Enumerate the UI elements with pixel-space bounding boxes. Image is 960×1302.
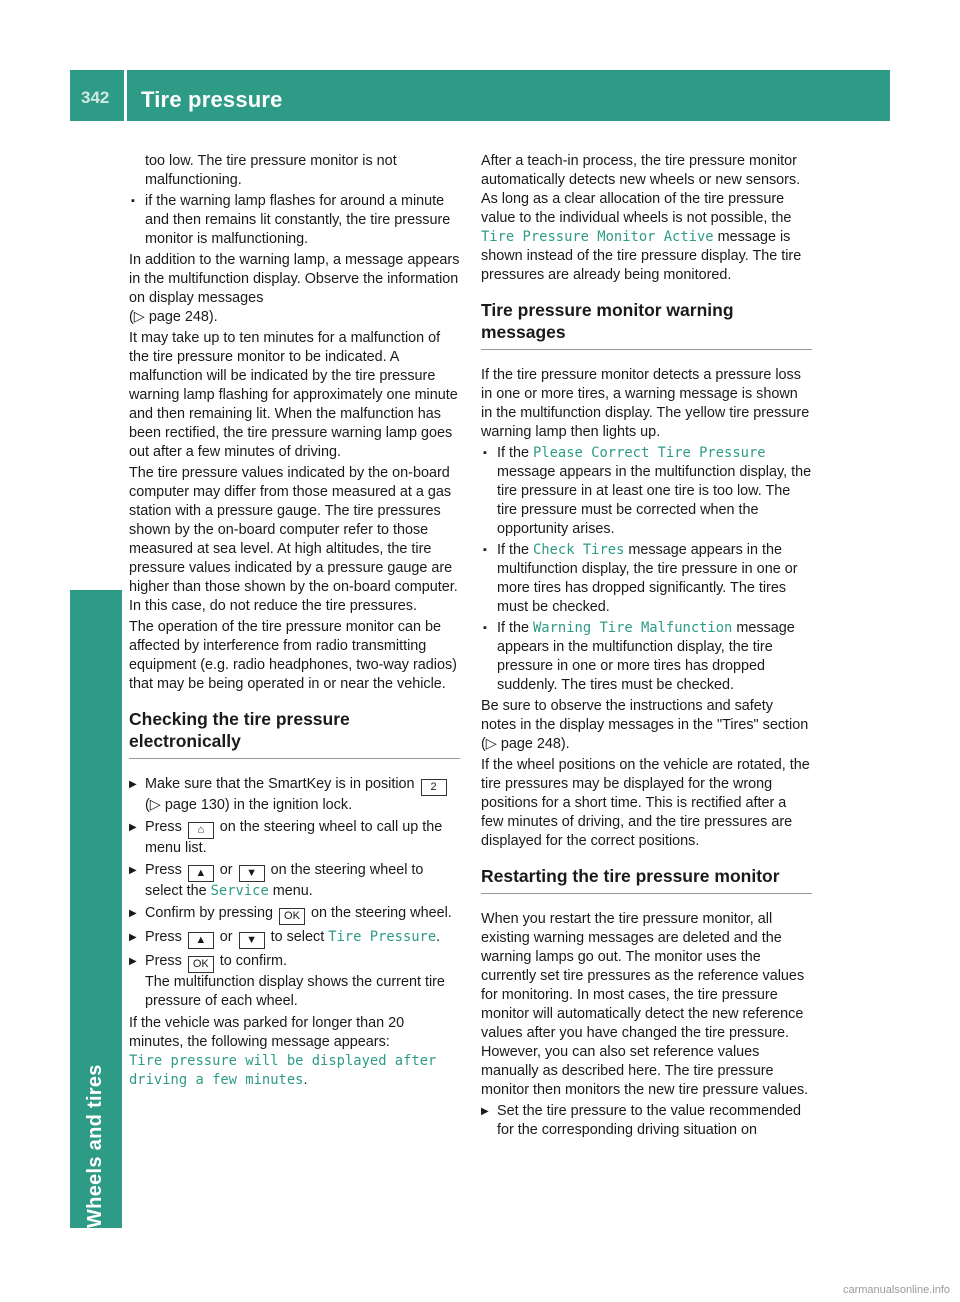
bullet-text: message appears in the multifunction display, the tire pressure in one or more tires has dropped suddenly. The tires must be checked. [497,620,795,693]
bullet-text: message appears in the multifunction display, the tire pressure in one or more tires has dropped significantly. The tires must be checked. [497,542,798,615]
bullet-text: message appears in the multifunction display, the tire pressure in at least one tire is too low. The tire pressure must be corrected when the opportunity arises. [497,464,812,537]
step-text: on the steering wheel to call up the menu list. [145,819,443,856]
display-message: Tire Pressure Monitor Active [481,229,714,245]
ok-button-icon: OK [188,956,214,973]
display-message: Please Correct Tire Pressure [533,445,766,461]
step-text: menu. [272,883,313,899]
paragraph-text: Be sure to observe the instructions and safety notes in the display messages in the "Tires" section [481,698,809,733]
step-item: ▶ Set the tire pressure to the value recommended for the corresponding driving situation on [481,1102,812,1140]
down-arrow-button-icon: ▼ [239,865,265,882]
step-text: . [436,929,441,945]
watermark: carmanualsonline.info [842,1284,950,1296]
step-text: on the steering wheel. [310,905,452,921]
section-heading: Checking the tire pressure electronically [129,709,350,751]
step-text: on the steering wheel to select the [145,862,424,899]
step-text: or [219,862,233,878]
page-number: 342 [81,88,110,107]
step-text: Press [145,929,182,945]
step-result: The multifunction display shows the current tire pressure of each wheel. [145,974,445,1009]
bullet-item: ▪ if the warning lamp flashes for around a minute and then remains lit constantly, the tire pressure monitor is malfunctioning. [129,192,460,249]
paragraph [481,697,812,754]
up-arrow-button-icon: ▲ [188,865,214,882]
down-arrow-button-icon: ▼ [239,932,265,949]
step-text: Press [145,862,182,878]
left-column [129,152,460,1092]
bullet-text: If the [497,542,529,558]
heading-rule [481,893,812,894]
paragraph [481,152,812,285]
display-message: Warning Tire Malfunction [533,620,733,636]
section-heading: Restarting the tire pressure monitor [481,866,780,886]
step-item [129,952,460,1011]
paragraph [129,251,460,327]
paragraph: The tire pressure values indicated by the on-board computer may differ from those measured at a gas station with a pressure gauge. The tire pressures shown by the on-board computer refer to those measured at sea level. At high altitudes, the tire pressure values indicated by a pressure gauge are higher than those shown by the on-board computer. In this case, do not reduce the tire pressures. [129,465,458,614]
step-item [129,928,460,949]
paragraph-text: After a teach-in process, the tire pressure monitor automatically detects new wheels or new sensors. As long as a clear allocation of the tire pressure value to the individual wheels is not possible, the [481,153,801,226]
bullet-item [481,444,812,539]
step-text: to select [270,929,325,945]
bullet-item [481,541,812,617]
paragraph [129,1014,460,1090]
display-message: Tire Pressure [328,929,437,945]
step-item [129,775,460,815]
paragraph-text: If the vehicle was parked for longer than 20 minutes, the following message appears: [129,1015,405,1050]
heading-rule [129,758,460,759]
paragraph: If the wheel positions on the vehicle are rotated, the tire pressures may be displayed for the wrong positions for a short time. This is rectified after a few minutes of driving, and the tire pressures are displayed for the correct positions. [481,757,810,849]
page-reference[interactable]: (▷ page 130) in the ignition lock. [145,797,353,813]
display-message: Tire pressure will be displayed after driving a few minutes [129,1053,437,1088]
heading-rule [481,349,812,350]
paragraph-text: . [303,1072,308,1088]
paragraph-text: message is shown instead of the tire pressure display. The tire pressures are already being monitored. [481,229,802,283]
step-text: or [219,929,233,945]
continued-text: too low. The tire pressure monitor is not malfunctioning. [145,153,397,188]
up-arrow-button-icon: ▲ [188,932,214,949]
paragraph: It may take up to ten minutes for a malfunction of the tire pressure monitor to be indicated. A malfunction will be indicated by the tire pressure warning lamp flashing for approximately one minute and then remaining lit. When the malfunction has been rectified, the tire pressure warning lamp goes out after a few minutes of driving. [129,330,458,460]
ok-button-icon: OK [279,908,305,925]
step-text: Press [145,819,182,835]
step-item [129,904,460,925]
step-text: to confirm. [219,953,287,969]
bullet-text: If the [497,620,529,636]
paragraph: When you restart the tire pressure monitor, all existing warning messages are deleted and the warning lamps go out. The monitor uses the currently set tire pressures as the reference values for monitoring. In most cases, the tire pressure monitor will automatically detect the new reference values after you have changed the tire pressure. However, you can also set reference values manually as described here. The tire pressure monitor then monitors the new tire pressure values. [481,911,809,1098]
page-title: Tire pressure [141,87,283,112]
section-heading: Tire pressure monitor warning messages [481,300,734,342]
section-tab-label: Wheels and tires [84,1064,106,1228]
paragraph: If the tire pressure monitor detects a pressure loss in one or more tires, a warning message is shown in the multifunction display. The yellow tire pressure warning lamp then lights up. [481,367,810,440]
page-reference[interactable]: (▷ page 248). [129,309,218,325]
header-separator [124,70,127,121]
page-reference[interactable]: (▷ page 248). [481,736,570,752]
step-text: Confirm by pressing [145,905,273,921]
bullet-text: If the [497,445,529,461]
right-column [481,152,812,1143]
paragraph: The operation of the tire pressure monitor can be affected by interference from radio transmitting equipment (e.g. radio headphones, two-way radios) that may be being operated in or near the vehicle. [129,619,457,692]
home-button-icon: ⌂ [188,822,214,839]
step-item [129,861,460,901]
display-message: Service [210,883,269,899]
paragraph-text: In addition to the warning lamp, a message appears in the multifunction display. Observe the information on display messages [129,252,460,306]
key-position-2-icon: 2 [421,779,447,796]
step-item [129,818,460,858]
display-message: Check Tires [533,542,625,558]
step-text: Press [145,953,182,969]
bullet-item [481,619,812,695]
step-text: Make sure that the SmartKey is in position [145,776,415,792]
